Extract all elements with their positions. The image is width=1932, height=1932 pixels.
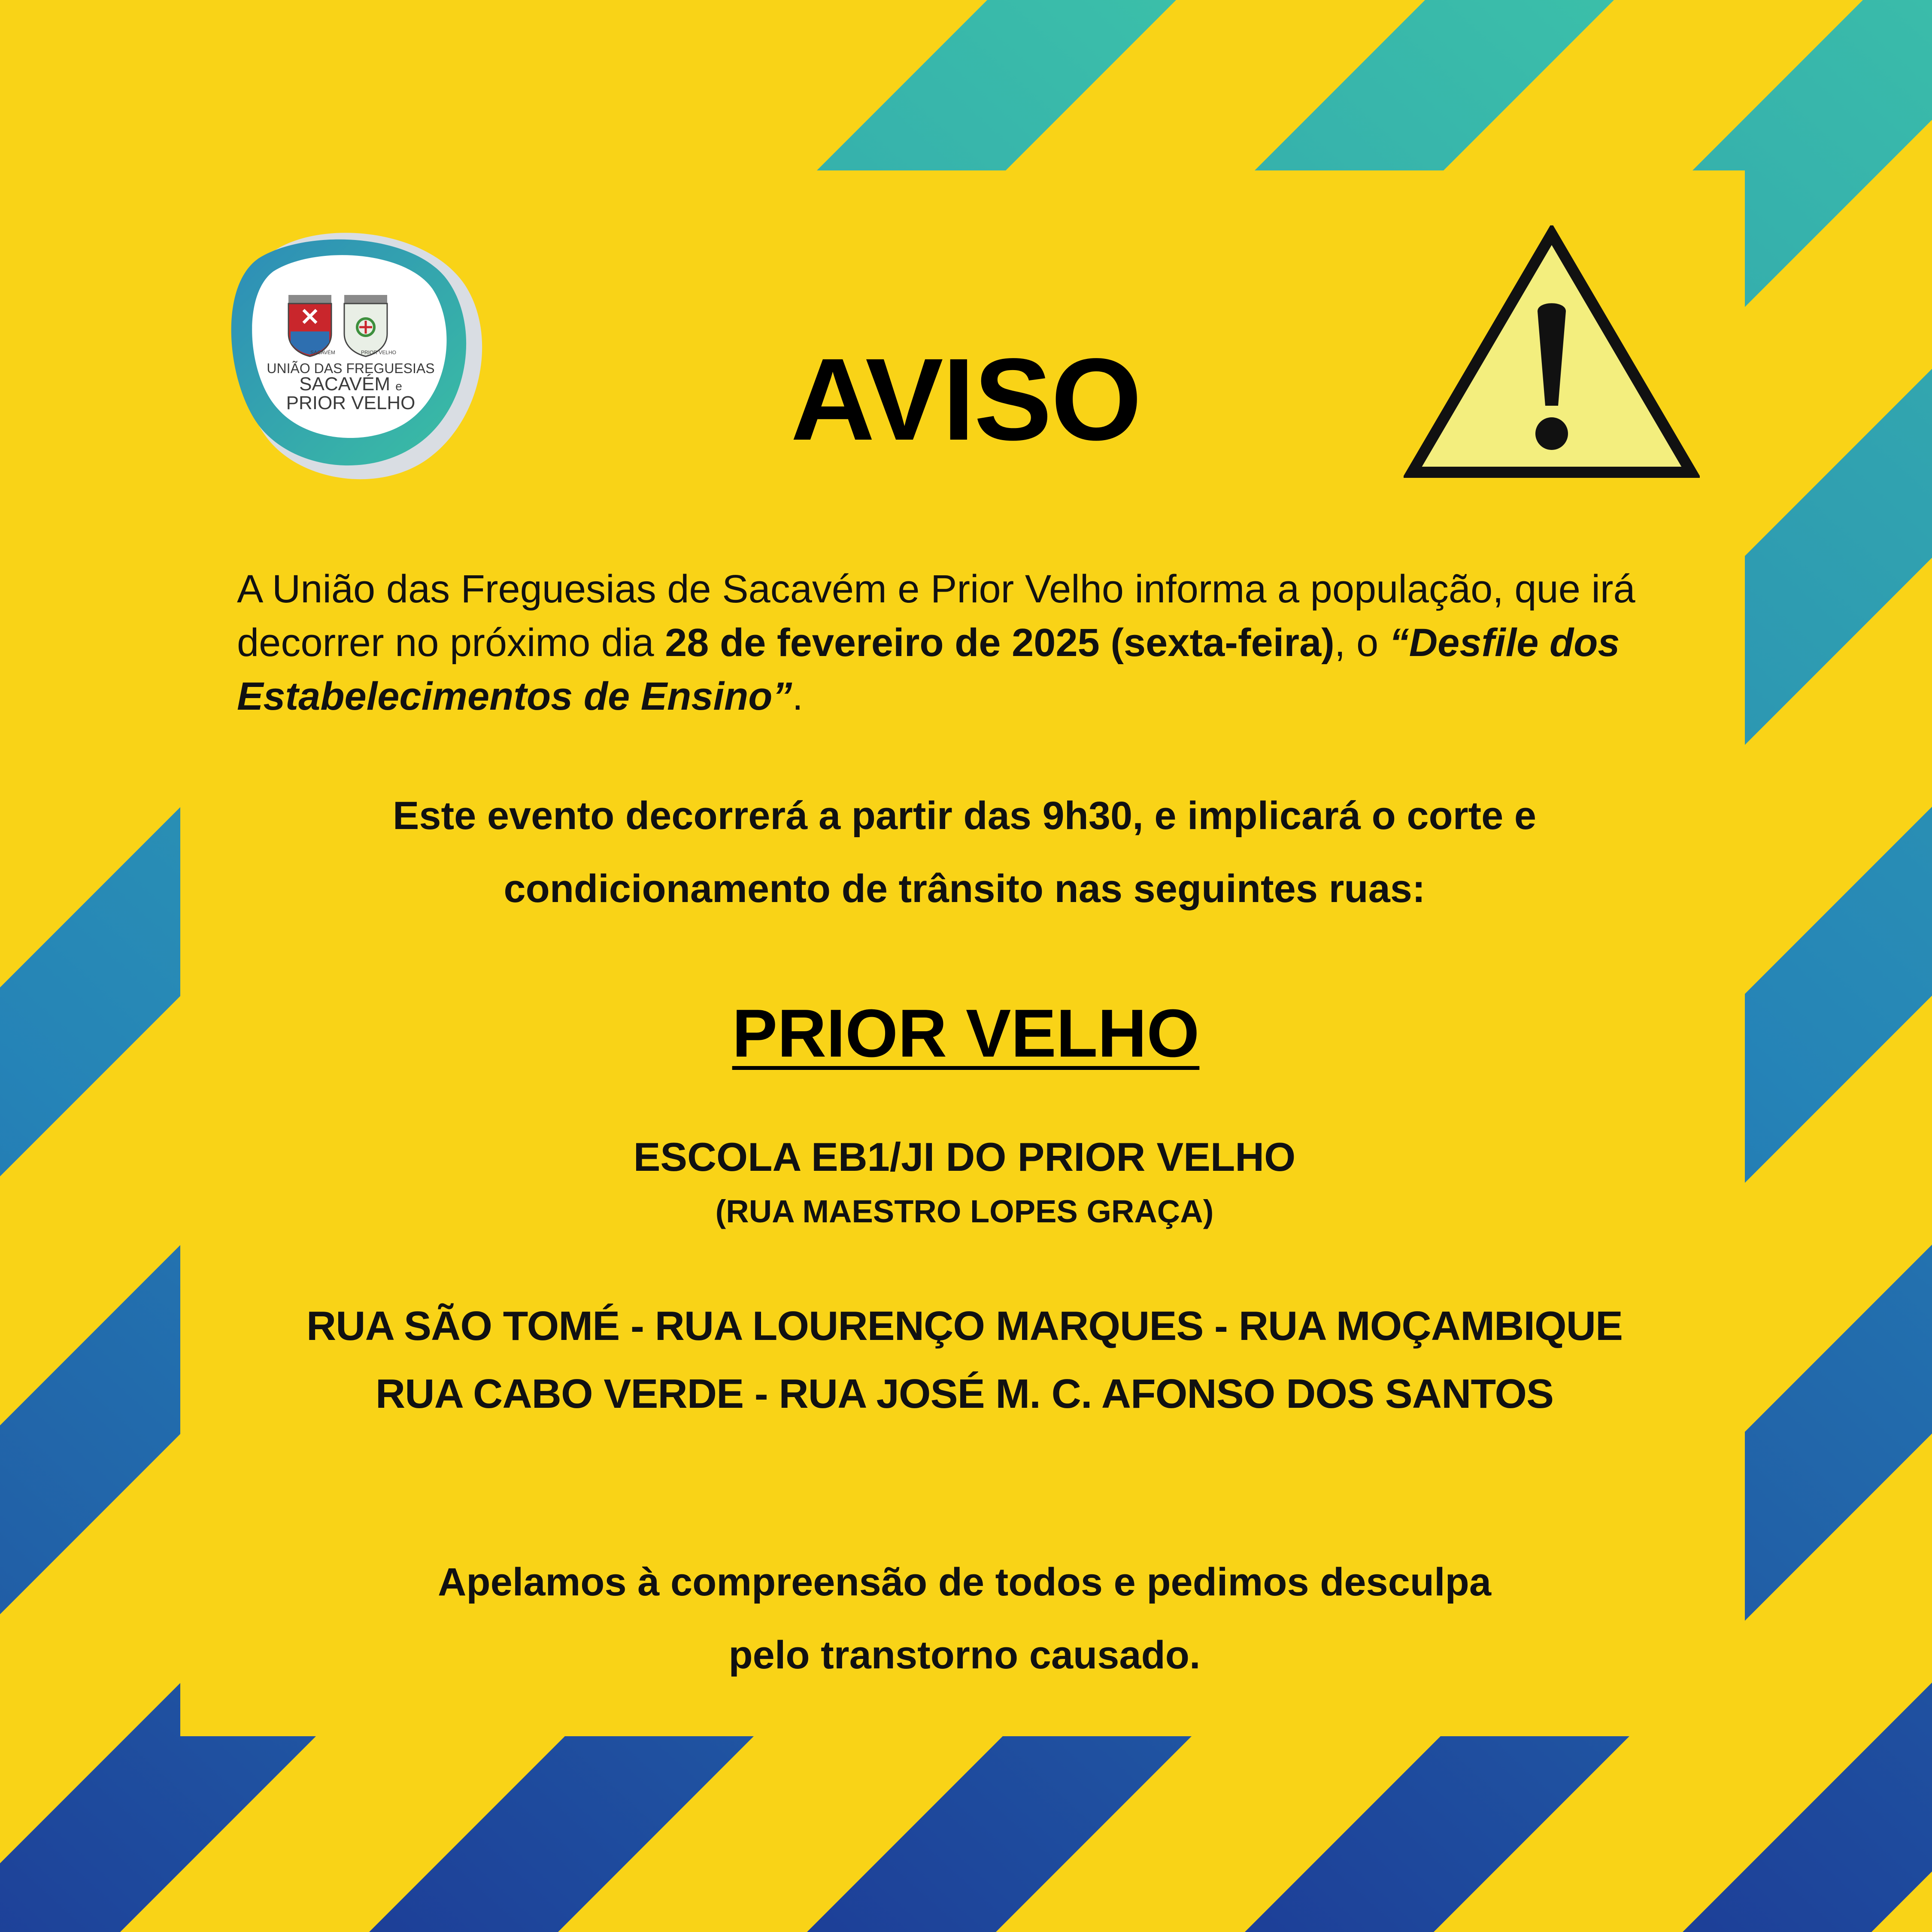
street-list: [237, 1292, 1692, 1428]
area-heading-text: PRIOR VELHO: [732, 996, 1200, 1071]
school-street: (RUA MAESTRO LOPES GRAÇA): [715, 1194, 1214, 1229]
event-notice-line2: condicionamento de trânsito nas seguintes ruas:: [503, 867, 1425, 911]
street-line-2: RUA CABO VERDE - RUA JOSÉ M. C. AFONSO DOS SANTOS: [375, 1371, 1554, 1417]
street-line-1: RUA SÃO TOMÉ - RUA LOURENÇO MARQUES - RUA MOÇAMBIQUE: [306, 1303, 1623, 1349]
intro-paragraph: [237, 562, 1705, 723]
intro-text-part3: .: [792, 674, 804, 718]
area-heading: [515, 993, 1416, 1074]
crest-right-caption: PRIOR VELHO: [361, 349, 397, 355]
logo-caption-line3: PRIOR VELHO: [286, 392, 416, 413]
sacavem-crest-icon: [288, 295, 331, 356]
warning-triangle-icon: [1404, 225, 1700, 483]
closing-message: [237, 1546, 1692, 1692]
crest-left-caption: SACAVÉM: [310, 349, 335, 355]
intro-event-name: “Desfile dos Estabelecimentos de Ensino”: [237, 621, 1620, 718]
page-title: AVISO: [790, 334, 1141, 465]
closing-line2: pelo transtorno causado.: [728, 1633, 1201, 1677]
event-notice: [237, 779, 1692, 925]
logo-caption-sacavem: SACAVÉM: [299, 374, 391, 395]
prior-velho-crest-icon: [344, 295, 387, 356]
school-name: ESCOLA EB1/JI DO PRIOR VELHO: [633, 1134, 1296, 1179]
logo-caption-connector: e: [395, 380, 402, 393]
intro-text-part2: , o: [1334, 621, 1389, 665]
event-notice-line1: Este evento decorrerá a partir das 9h30, e implicará o corte e: [392, 794, 1537, 838]
parish-union-logo: [224, 220, 494, 486]
intro-text-part1: A União das Freguesias de Sacavém e Prior Velho informa a população, que irá decorrer no próximo dia: [237, 567, 1635, 665]
intro-date: 28 de fevereiro de 2025 (sexta-feira): [665, 621, 1335, 665]
closing-line1: Apelamos à compreensão de todos e pedimos desculpa: [437, 1560, 1492, 1604]
logo-caption-line1: UNIÃO DAS FREGUESIAS: [267, 361, 435, 376]
